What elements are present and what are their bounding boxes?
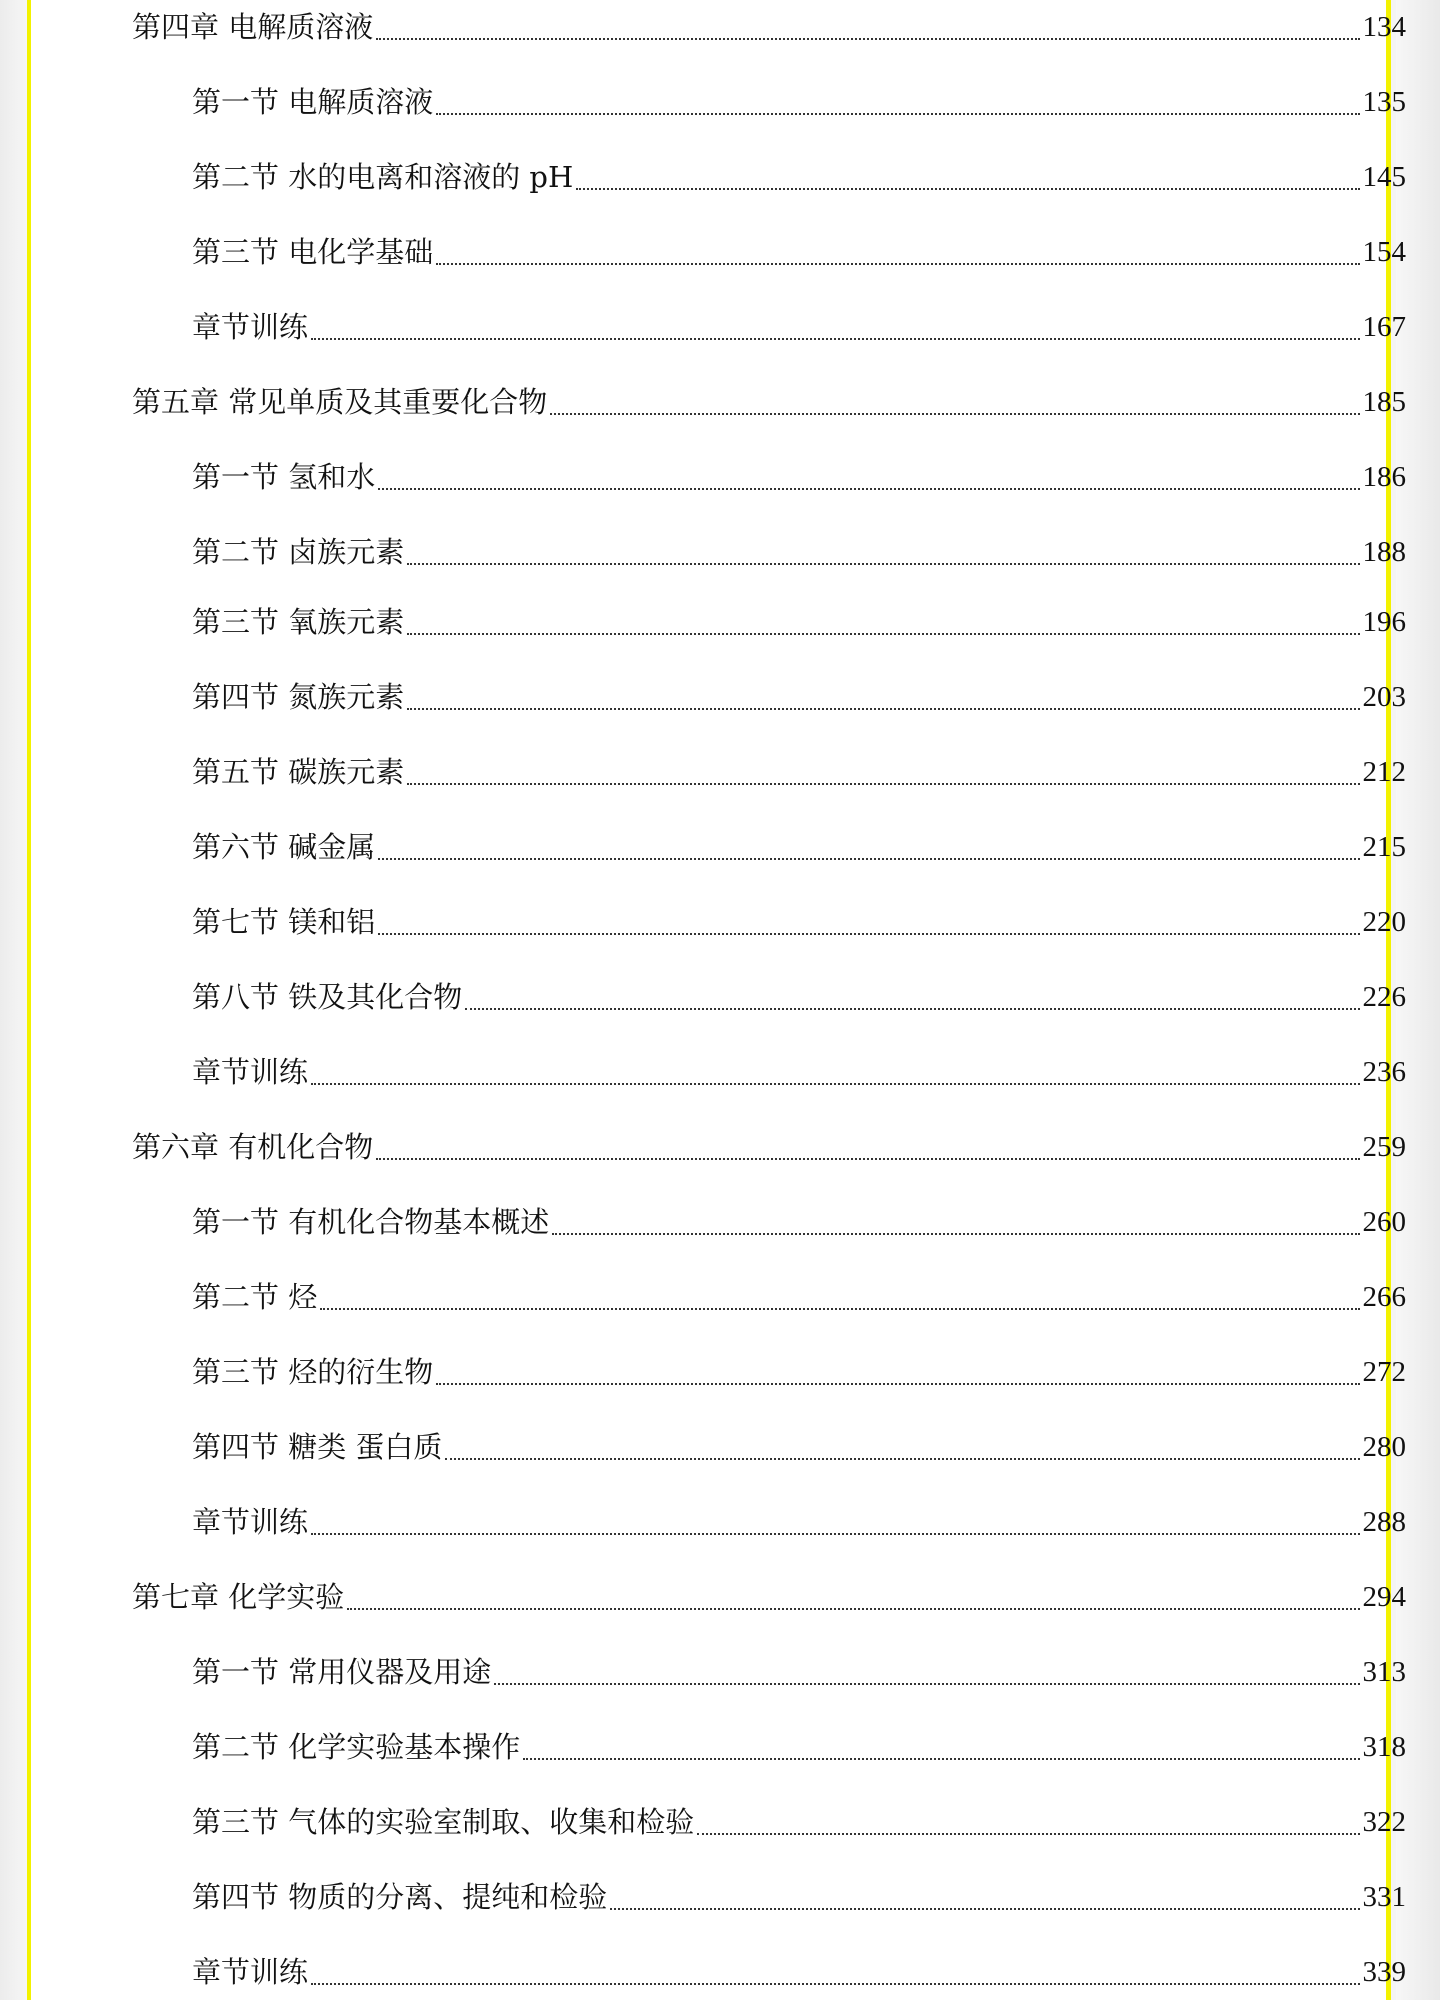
toc-entry-label: 第八节 铁及其化合物: [192, 980, 463, 1014]
dot-leader: [311, 1983, 1359, 1985]
toc-page-number: 260: [1362, 1206, 1406, 1238]
document-page: [27, 0, 1406, 2000]
toc-section-entry[interactable]: [192, 1502, 1406, 1542]
toc-entry-label: 第三节 烃的衍生物: [192, 1355, 434, 1389]
toc-section-entry[interactable]: [192, 1052, 1406, 1092]
dot-leader: [436, 263, 1359, 265]
toc-section-entry[interactable]: [192, 1877, 1406, 1917]
toc-section-entry[interactable]: [192, 977, 1406, 1017]
toc-section-entry[interactable]: [192, 1802, 1406, 1842]
toc-page-number: 134: [1362, 11, 1406, 43]
toc-page-number: 313: [1362, 1656, 1406, 1688]
toc-section-entry[interactable]: [192, 232, 1406, 272]
toc-section-entry[interactable]: [192, 157, 1406, 197]
toc-entry-label: 第一节 常用仪器及用途: [192, 1655, 492, 1689]
dot-leader: [697, 1833, 1359, 1835]
toc-page-number: 331: [1362, 1881, 1406, 1913]
toc-entry-label: 第四章 电解质溶液: [132, 10, 374, 44]
toc-chapter-entry[interactable]: [132, 382, 1406, 422]
toc-section-entry[interactable]: [192, 1652, 1406, 1692]
toc-entry-label: 第四节 氮族元素: [192, 680, 405, 714]
toc-section-entry[interactable]: [192, 457, 1406, 497]
toc-page-number: 294: [1362, 1581, 1406, 1613]
toc-entry-label: 第二节 烃: [192, 1280, 318, 1314]
toc-chapter-entry[interactable]: [132, 1577, 1406, 1617]
toc-entry-label: 第一节 电解质溶液: [192, 85, 434, 119]
dot-leader: [347, 1608, 1359, 1610]
toc-entry-label: 第四节 糖类 蛋白质: [192, 1430, 443, 1464]
dot-leader: [552, 1233, 1359, 1235]
toc-entry-label: 第二节 化学实验基本操作: [192, 1730, 521, 1764]
dot-leader: [494, 1683, 1359, 1685]
toc-section-entry[interactable]: [192, 1352, 1406, 1392]
dot-leader: [436, 1383, 1359, 1385]
toc-page-number: 226: [1362, 981, 1406, 1013]
toc-entry-label: 第七章 化学实验: [132, 1580, 345, 1614]
toc-page-number: 186: [1362, 461, 1406, 493]
toc-section-entry[interactable]: [192, 82, 1406, 122]
toc-entry-label: 章节训练: [192, 1055, 309, 1089]
toc-section-entry[interactable]: [192, 307, 1406, 347]
toc-entry-label: 第三节 电化学基础: [192, 235, 434, 269]
toc-entry-label: 第七节 镁和铝: [192, 905, 376, 939]
dot-leader: [610, 1908, 1359, 1910]
dot-leader: [407, 633, 1359, 635]
toc-section-entry[interactable]: [192, 1952, 1406, 1992]
toc-page-number: 288: [1362, 1506, 1406, 1538]
toc-entry-label: 第三节 氧族元素: [192, 605, 405, 639]
toc-page-number: 196: [1362, 606, 1406, 638]
toc-entry-label: 第六章 有机化合物: [132, 1130, 374, 1164]
toc-section-entry[interactable]: [192, 1277, 1406, 1317]
dot-leader: [407, 563, 1359, 565]
dot-leader: [378, 858, 1359, 860]
toc-section-entry[interactable]: [192, 532, 1406, 572]
dot-leader: [311, 1083, 1359, 1085]
toc-page-number: 339: [1362, 1956, 1406, 1988]
toc-page-number: 272: [1362, 1356, 1406, 1388]
dot-leader: [311, 1533, 1359, 1535]
toc-entry-label: 章节训练: [192, 1505, 309, 1539]
dot-leader: [407, 708, 1359, 710]
toc-page-number: 266: [1362, 1281, 1406, 1313]
toc-entry-label: 第二节 水的电离和溶液的 pH: [192, 160, 574, 194]
toc-entry-label: 章节训练: [192, 310, 309, 344]
toc-page-number: 322: [1362, 1806, 1406, 1838]
dot-leader: [378, 933, 1359, 935]
toc-section-entry[interactable]: [192, 602, 1406, 642]
toc-entry-label: 第六节 碱金属: [192, 830, 376, 864]
toc-page-number: 212: [1362, 756, 1406, 788]
toc-entry-label: 第四节 物质的分离、提纯和检验: [192, 1880, 608, 1914]
toc-page-number: 145: [1362, 161, 1406, 193]
toc-section-entry[interactable]: [192, 752, 1406, 792]
toc-page-number: 259: [1362, 1131, 1406, 1163]
dot-leader: [320, 1308, 1359, 1310]
toc-chapter-entry[interactable]: [132, 1127, 1406, 1167]
toc-page-number: 135: [1362, 86, 1406, 118]
toc-entry-label: 第一节 有机化合物基本概述: [192, 1205, 550, 1239]
toc-section-entry[interactable]: [192, 1727, 1406, 1767]
dot-leader: [465, 1008, 1359, 1010]
toc-entry-label: 第三节 气体的实验室制取、收集和检验: [192, 1805, 695, 1839]
dot-leader: [550, 413, 1359, 415]
dot-leader: [311, 338, 1359, 340]
toc-section-entry[interactable]: [192, 1427, 1406, 1467]
dot-leader: [576, 188, 1359, 190]
dot-leader: [523, 1758, 1359, 1760]
toc-page-number: 203: [1362, 681, 1406, 713]
toc-section-entry[interactable]: [192, 902, 1406, 942]
toc-page-number: 236: [1362, 1056, 1406, 1088]
dot-leader: [445, 1458, 1359, 1460]
toc-page-number: 280: [1362, 1431, 1406, 1463]
toc-entry-label: 第一节 氢和水: [192, 460, 376, 494]
toc-page-number: 185: [1362, 386, 1406, 418]
toc-page-number: 167: [1362, 311, 1406, 343]
toc-page-number: 154: [1362, 236, 1406, 268]
toc-section-entry[interactable]: [192, 677, 1406, 717]
dot-leader: [436, 113, 1359, 115]
toc-entry-label: 第五节 碳族元素: [192, 755, 405, 789]
toc-entry-label: 第五章 常见单质及其重要化合物: [132, 385, 548, 419]
toc-page-number: 188: [1362, 536, 1406, 568]
toc-page-number: 318: [1362, 1731, 1406, 1763]
background-left: [0, 0, 27, 2000]
toc-page-number: 215: [1362, 831, 1406, 863]
toc-entry-label: 第二节 卤族元素: [192, 535, 405, 569]
dot-leader: [376, 1158, 1359, 1160]
toc-chapter-entry[interactable]: [132, 7, 1406, 47]
toc-page-number: 220: [1362, 906, 1406, 938]
dot-leader: [407, 783, 1359, 785]
dot-leader: [378, 488, 1359, 490]
toc-entry-label: 章节训练: [192, 1955, 309, 1989]
toc-section-entry[interactable]: [192, 827, 1406, 867]
dot-leader: [376, 38, 1359, 40]
toc-section-entry[interactable]: [192, 1202, 1406, 1242]
